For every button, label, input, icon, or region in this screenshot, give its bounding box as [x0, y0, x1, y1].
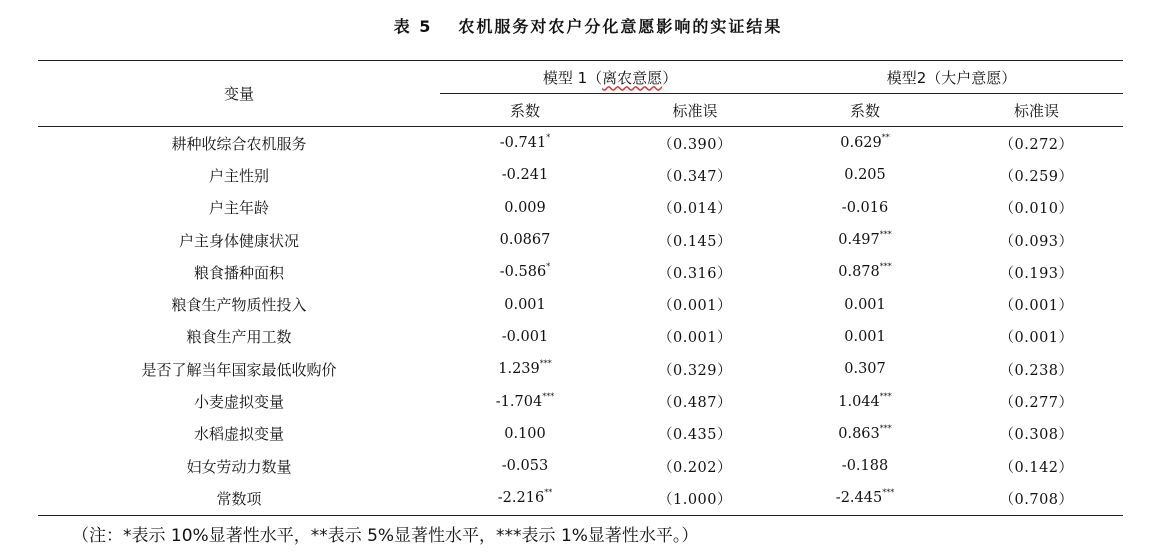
model1-se: （0.202） — [658, 459, 733, 476]
model1-coef-header: 系数 — [440, 94, 610, 127]
model1-header: 模型 1（离农意愿） — [440, 61, 780, 94]
significance-stars: *** — [882, 488, 895, 498]
table-row — [38, 159, 1123, 191]
significance-stars: *** — [539, 359, 552, 369]
model1-coef: -0.001 — [501, 328, 549, 345]
model2-coef: 0.001 — [844, 328, 886, 345]
model2-coef: 1.044*** — [838, 391, 892, 410]
table-row — [38, 450, 1123, 482]
model2-coef-header: 系数 — [780, 94, 950, 127]
model1-coef: 0.009 — [504, 199, 546, 216]
variable-name: 水稻虚拟变量 — [193, 425, 284, 444]
model2-coef: 0.629** — [840, 133, 890, 152]
model2-se: （0.010） — [999, 201, 1074, 218]
model2-coef: -2.445*** — [780, 482, 950, 515]
model2-se: （0.238） — [999, 362, 1074, 379]
model1-coef: -0.241 — [501, 167, 549, 184]
model1-coef: 0.100 — [504, 425, 546, 442]
model2-se: （0.272） — [999, 136, 1074, 153]
variable-name: 户主性别 — [208, 166, 269, 185]
model2-se: （0.708） — [950, 482, 1123, 515]
variable-name: 粮食生产物质性投入 — [171, 296, 307, 315]
variable-name: 妇女劳动力数量 — [186, 457, 292, 476]
results-body — [38, 127, 1123, 516]
model1-se-header: 标准误 — [610, 94, 780, 127]
table-row — [38, 256, 1123, 288]
significance-stars: * — [546, 262, 551, 272]
table-title-text: 农机服务对农户分化意愿影响的实证结果 — [458, 17, 783, 36]
significance-stars: *** — [879, 391, 892, 401]
results-table — [38, 60, 1123, 516]
table-row — [38, 127, 1123, 160]
table-row — [38, 224, 1123, 256]
model1-se: （0.014） — [658, 201, 733, 218]
model2-coef: -0.016 — [841, 199, 889, 216]
model1-se: （0.001） — [658, 298, 733, 315]
variable-name: 粮食播种面积 — [193, 263, 284, 282]
significance-stars: ** — [544, 488, 553, 498]
table-row — [38, 192, 1123, 224]
model2-se: （0.259） — [999, 168, 1074, 185]
model2-header: 模型2（大户意愿） — [780, 61, 1123, 94]
variable-header: 变量 — [38, 61, 440, 127]
model1-se: （0.487） — [658, 395, 733, 412]
model2-se: （0.308） — [999, 427, 1074, 444]
model1-se: （0.390） — [658, 136, 733, 153]
model2-se: （0.001） — [999, 330, 1074, 347]
model1-se: （0.001） — [658, 330, 733, 347]
table-row — [38, 353, 1123, 385]
header-row-1 — [38, 61, 1123, 94]
model1-coef: -1.704*** — [495, 391, 555, 410]
model2-coef: 0.205 — [844, 167, 886, 184]
model1-se: （0.329） — [658, 362, 733, 379]
model2-coef: -0.188 — [841, 458, 889, 475]
table-row — [38, 418, 1123, 450]
variable-name: 小麦虚拟变量 — [193, 393, 284, 412]
model1-coef: -0.741* — [499, 133, 551, 152]
model2-coef: 0.878*** — [838, 262, 892, 281]
significance-stars: ** — [881, 133, 890, 143]
significance-stars: *** — [879, 423, 892, 433]
model1-se: （0.347） — [658, 168, 733, 185]
variable-name: 户主年龄 — [208, 199, 269, 218]
significance-stars: * — [546, 133, 551, 143]
table-number: 表 5 — [393, 17, 433, 36]
model2-coef: 0.307 — [844, 361, 886, 378]
model2-coef: 0.001 — [844, 296, 886, 313]
model2-coef: 0.863*** — [838, 423, 892, 442]
model2-se: （0.093） — [999, 233, 1074, 250]
model1-coef: -0.053 — [501, 458, 549, 475]
model2-se-header: 标准误 — [950, 94, 1123, 127]
model1-coef: -2.216** — [440, 482, 610, 515]
model2-se: （0.193） — [999, 265, 1074, 282]
variable-name: 粮食生产用工数 — [186, 328, 292, 347]
model1-coef: -0.586* — [499, 262, 551, 281]
model1-se: （0.145） — [658, 233, 733, 250]
model1-coef: 1.239*** — [498, 359, 552, 378]
significance-stars: *** — [879, 230, 892, 240]
table-row — [38, 482, 1123, 515]
variable-name: 是否了解当年国家最低收购价 — [141, 360, 337, 379]
model1-coef: 0.001 — [504, 296, 546, 313]
model1-se: （0.435） — [658, 427, 733, 444]
table-note: （注：*表示 10%显著性水平，**表示 5%显著性水平，***表示 1%显著性水平。） — [72, 526, 699, 546]
model1-se: （1.000） — [610, 482, 780, 515]
table-row — [38, 385, 1123, 417]
significance-stars: *** — [542, 391, 555, 401]
model2-se: （0.277） — [999, 395, 1074, 412]
variable-name: 常数项 — [38, 482, 440, 515]
model1-coef: 0.0867 — [499, 232, 551, 249]
variable-name: 户主身体健康状况 — [178, 231, 299, 250]
variable-name: 耕种收综合农机服务 — [171, 134, 307, 153]
table-title — [0, 14, 1176, 37]
model2-se: （0.001） — [999, 298, 1074, 315]
model2-coef: 0.497*** — [838, 230, 892, 249]
table-row — [38, 288, 1123, 320]
model2-se: （0.142） — [999, 459, 1074, 476]
table-row — [38, 321, 1123, 353]
significance-stars: *** — [879, 262, 892, 272]
model1-se: （0.316） — [658, 265, 733, 282]
